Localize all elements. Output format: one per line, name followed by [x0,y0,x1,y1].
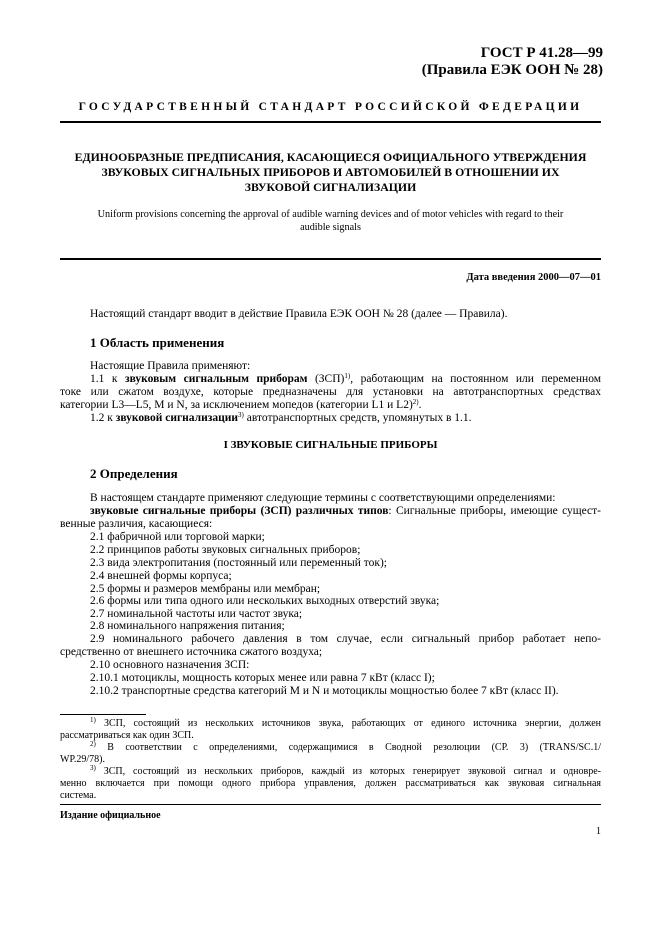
edition-label: Издание официальное [60,810,161,821]
title-line: ЗВУКОВОЙ СИГНАЛИЗАЦИИ [244,180,417,194]
item-1-1-line: категории L3—L5, М и N, за исключением мопедов (категории L1 и L2)$^{2)}$. [60,398,422,411]
effective-date: Дата введения 2000—07—01 [466,272,601,283]
definition-item: средственно от внешнего источника сжатого воздуха; [60,646,323,658]
title-divider [60,258,601,260]
rules-reference: (Правила ЕЭК ООН № 28) [421,62,603,78]
intro-paragraph: Настоящий стандарт вводит в действие Правила ЕЭК ООН № 28 (далее — Правила). [90,308,508,320]
document-header [422,45,603,79]
document-title [60,150,601,195]
definition-item: 2.7 номинальной частоты или частот звука; [90,608,303,620]
part-heading: I ЗВУКОВЫЕ СИГНАЛЬНЫЕ ПРИБОРЫ [223,439,438,451]
definition-item: 2.4 внешней формы корпуса; [90,570,232,582]
title-line: ЕДИНООБРАЗНЫЕ ПРЕДПИСАНИЯ, КАСАЮЩИЕСЯ ОФИЦИАЛЬНОГО УТВЕРЖДЕНИЯ [74,150,587,164]
definition-item: 2.6 формы или типа одного или нескольких выходных отверстий звука; [90,595,440,607]
definition-item: 2.8 номинального напряжения питания; [90,620,285,632]
definition-item: 2.10 основного назначения ЗСП: [90,659,250,671]
footnote-divider [60,714,146,715]
footnote-3: $^{3)}$ ЗСП, состоящий из нескольких приборов, каждый из которых генерирует звуковой сигнал и одновре- [90,764,601,777]
section-2-lead: В настоящем стандарте применяют следующие термины с соответствующими определениями: [90,492,556,504]
definition-item: 2.3 вида электропитания (постоянный или переменный ток); [90,557,387,569]
state-standard-banner: ГОСУДАРСТВЕННЫЙ СТАНДАРТ РОССИЙСКОЙ ФЕДЕРАЦИИ [78,101,583,113]
page-number: 1 [596,826,601,837]
english-title-line: Uniform provisions concerning the approval of audible warning devices and of motor vehicles with regard to their [97,209,564,220]
footnote-2: WP.29/78). [60,754,105,765]
definition-subitem: 2.10.1 мотоциклы, мощность которых менее или равна 7 кВт (класс I); [90,672,435,684]
section-1-heading: 1 Область применения [90,335,225,350]
definition-item: 2.5 формы и размеров мембраны или мембран; [90,583,321,595]
footnote-1: рассматриваться как один ЗСП. [60,730,194,741]
section-2-heading: 2 Определения [90,466,178,481]
footnote-2: $^{2)}$ В соответствии с определениями, содержащимися в Сводной резолюции (СР. 3) (TRANS/SC.1/ [90,740,601,753]
footnote-3: система. [60,790,97,801]
definition-subitem: 2.10.2 транспортные средства категорий М и N и мотоциклы мощностью более 7 кВт (класс II). [90,685,559,697]
footnote-3: менно включается при помощи одного прибора управления, должен рассматриваться как звуковая сигнальная [60,778,601,789]
section-1-lead: Настоящие Правила применяют: [90,360,251,372]
header-divider [60,121,601,123]
footer-divider [60,804,601,805]
english-title-line: audible signals [300,222,361,233]
definition-item: 2.1 фабричной или торговой марки; [90,531,265,543]
standard-code: ГОСТ Р 41.28—99 [480,45,603,61]
item-1-1-line: токе или сжатом воздухе, которые предназначены для установки на автотранспортных средствах [60,386,601,398]
definition-item: 2.9 номинального рабочего давления в том случае, если сигнальный прибор работает непо- [90,633,601,645]
term-definition-line: венные различия, касающиеся: [60,518,213,530]
term-definition-line: звуковые сигнальные приборы (ЗСП) различных типов: Сигнальные приборы, имеющие сущест- [90,505,601,517]
title-line: ЗВУКОВЫХ СИГНАЛЬНЫХ ПРИБОРОВ И АВТОМОБИЛЕЙ В ОТНОШЕНИИ ИХ [101,165,560,179]
english-title [60,208,601,234]
footnote-1: $^{1)}$ ЗСП, состоящий из нескольких источников звука, работающих от единого источника энергии, должен [90,716,601,729]
item-1-2: 1.2 к звуковой сигнализации$^{3)}$ автотранспортных средств, упомянутых в 1.1. [90,411,472,424]
definition-item: 2.2 принципов работы звуковых сигнальных приборов; [90,544,361,556]
item-1-1-line: 1.1 к звуковым сигнальным приборам (ЗСП)$^{1)}$, работающим на постоянном или переменном [90,372,601,385]
